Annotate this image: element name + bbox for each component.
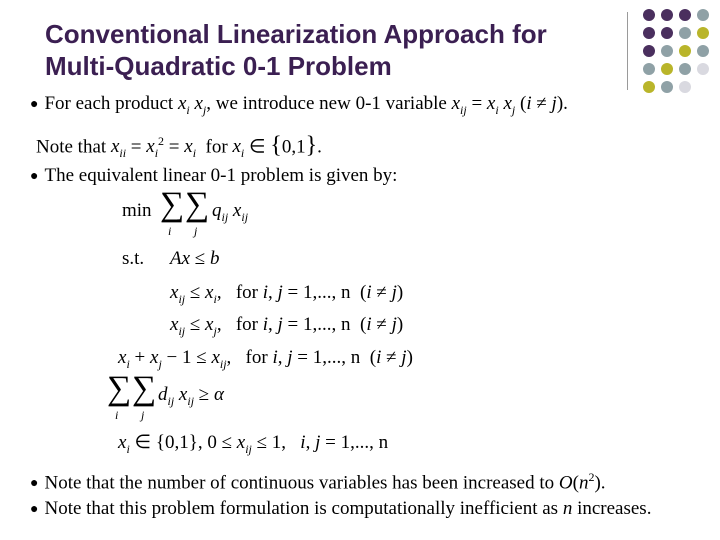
bullet-dot: ● bbox=[30, 97, 39, 112]
bullet-4-tail: increases. bbox=[577, 498, 652, 519]
constraint-dij-alpha: $d_{ij}$ $x_{ij} \ge \alpha$ bbox=[158, 384, 224, 408]
sum-index-i: i bbox=[115, 408, 119, 422]
sum-index-j: j bbox=[194, 224, 198, 238]
dot bbox=[679, 9, 691, 21]
dot bbox=[679, 81, 691, 93]
constraint-ax-b: Ax ≤ b bbox=[170, 248, 220, 269]
sum-index-j: j bbox=[141, 408, 145, 422]
bullet-1-mid: , we introduce new 0-1 variable bbox=[206, 93, 447, 114]
range-text: = 1,..., n bbox=[325, 432, 389, 453]
bullet-2-text: The equivalent linear 0-1 problem is given by: bbox=[44, 165, 398, 186]
bullet-dot: ● bbox=[30, 502, 39, 517]
dot bbox=[661, 63, 673, 75]
dot bbox=[697, 27, 709, 39]
bullet-dot: ● bbox=[30, 476, 39, 492]
dot bbox=[661, 27, 673, 39]
constraint-xij-le-xj: $x_{ij} \le x_j$, for i, j = 1,..., n (i ≠ j) bbox=[170, 314, 404, 338]
dot bbox=[697, 9, 709, 21]
range-text: = 1,..., n bbox=[287, 282, 351, 303]
dot bbox=[697, 63, 709, 75]
dot bbox=[679, 27, 691, 39]
range-text: = 1,..., n bbox=[297, 347, 361, 368]
note-idempotent: Note that $x_{ii} = x_i^2 = x_i$ for $x_i$ ∈ {0,1}. bbox=[36, 132, 322, 161]
dot bbox=[661, 45, 673, 57]
bullet-3-text: Note that the number of continuous variables has been increased to bbox=[44, 472, 555, 494]
dot bbox=[643, 81, 655, 93]
dot bbox=[643, 9, 655, 21]
min-label: min bbox=[122, 200, 152, 221]
constraint-xij-le-xi: $x_{ij} \le x_i$, for i, j = 1,..., n (i ≠ j) bbox=[170, 282, 404, 306]
dot bbox=[643, 63, 655, 75]
title-divider bbox=[627, 12, 628, 90]
bullet-inefficient: ● Note that this problem formulation is computationally inefficient as n increases. bbox=[30, 498, 652, 519]
summation-symbol-i: ∑ bbox=[160, 186, 185, 223]
dot bbox=[661, 81, 673, 93]
dot bbox=[643, 27, 655, 39]
variable-domain: $x_i$ ∈ {0,1}, $0 \le x_{ij} \le 1$, i, j = 1,..., n bbox=[118, 432, 389, 456]
summation-symbol-j: ∑ bbox=[132, 370, 157, 407]
objective-term: $q_{ij}$ $x_{ij}$ bbox=[212, 200, 249, 224]
bullet-equivalent-problem bbox=[30, 165, 397, 189]
decorative-dot-grid bbox=[641, 9, 720, 99]
bullet-1-text: For each product bbox=[44, 93, 174, 114]
dot bbox=[697, 45, 709, 57]
summation-symbol-j: ∑ bbox=[185, 186, 210, 223]
title-line-1: Conventional Linearization Approach for bbox=[45, 19, 547, 49]
bullet-dot: ● bbox=[30, 169, 39, 184]
summation-symbol-i: ∑ bbox=[107, 370, 132, 407]
bullet-continuous-variables: ● Note that the number of continuous variables has been increased to $O(n^2)$. bbox=[30, 470, 606, 494]
sum-index-i: i bbox=[168, 224, 172, 238]
note-label: Note that bbox=[36, 136, 107, 158]
bullet-4-text: Note that this problem formulation is computationally inefficient as bbox=[44, 498, 559, 519]
bullet-product-variables: ● For each product $x_i$ $x_j$, we introduce new 0-1 variable $x_{ij} = x_i$ $x_j$ (i ≠ j). bbox=[30, 93, 568, 117]
constraint-xi-xj-minus-1: $x_i + x_j - 1 \le x_{ij}$, for i, j = 1,..., n (i ≠ j) bbox=[118, 347, 413, 371]
for-label: for bbox=[235, 314, 258, 335]
st-label: s.t. bbox=[122, 248, 145, 269]
for-label: for bbox=[245, 347, 268, 368]
dot bbox=[661, 9, 673, 21]
slide-title bbox=[45, 18, 625, 82]
title-line-2: Multi-Quadratic 0-1 Problem bbox=[45, 51, 392, 81]
for-label: for bbox=[235, 282, 258, 303]
dot bbox=[679, 45, 691, 57]
dot bbox=[643, 45, 655, 57]
range-text: = 1,..., n bbox=[287, 314, 351, 335]
note-for: for bbox=[205, 136, 228, 158]
dot bbox=[679, 63, 691, 75]
